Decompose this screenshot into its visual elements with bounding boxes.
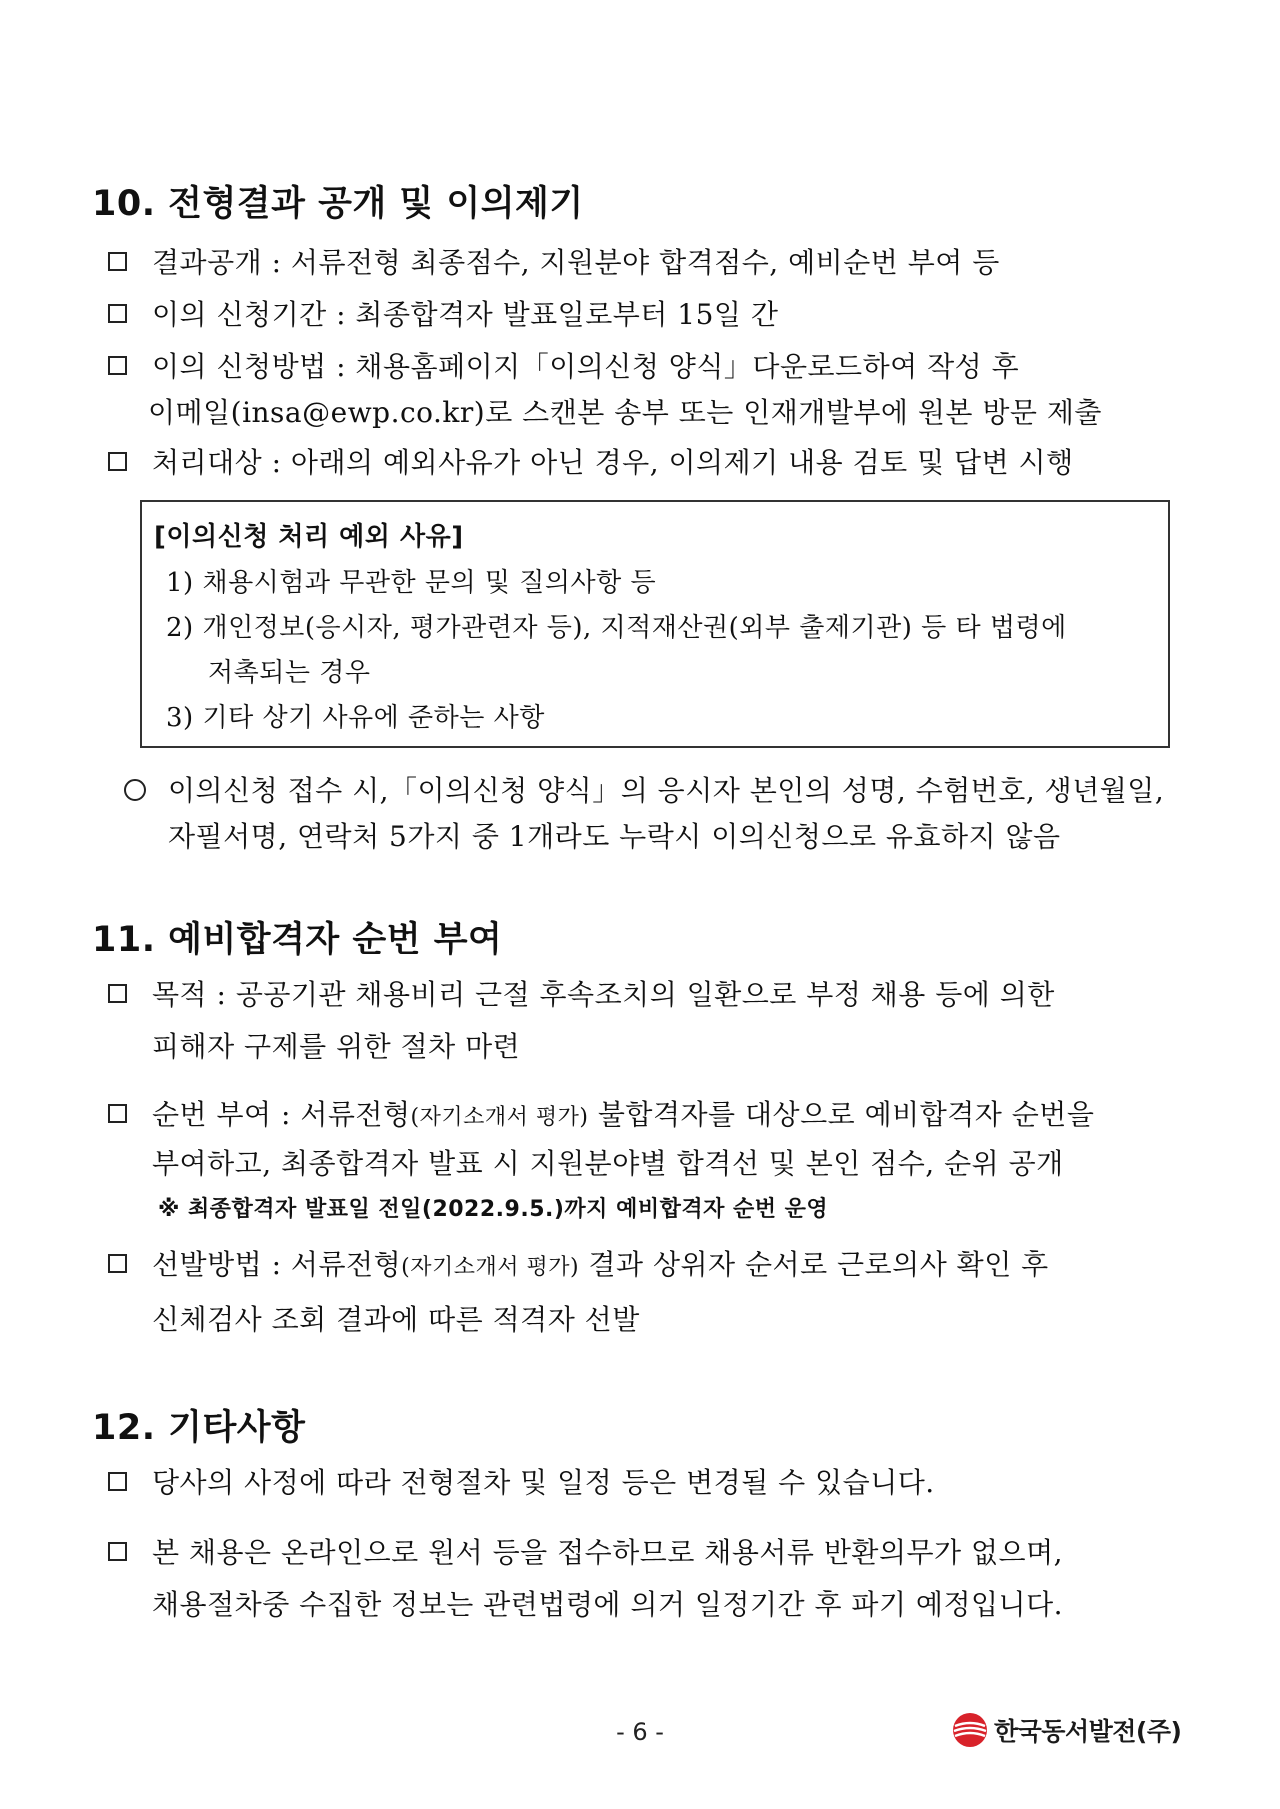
list-item-selection-method: 선발방법 : 서류전형(자기소개서 평가) 결과 상위자 순서로 근로의사 확인 후 신체검사 조회 결과에 따른 적격자 선발 (108, 1242, 1198, 1343)
list-item-order-assignment: 순번 부여 : 서류전형(자기소개서 평가) 불합격자를 대상으로 예비합격자 순번을 부여하고, 최종합격자 발표 시 지원분야별 합격선 및 본인 점수, 순위 공개 (108, 1092, 1198, 1187)
reserve-note: ※ 최종합격자 발표일 전일(2022.9.5.)까지 예비합격자 순번 운영 (158, 1197, 829, 1222)
section-10-title: 10. 전형결과 공개 및 이의제기 (92, 184, 584, 224)
checkbox-icon (108, 452, 127, 471)
section-12-title: 12. 기타사항 (92, 1408, 306, 1448)
list-item-document-return: 본 채용은 온라인으로 원서 등을 접수하므로 채용서류 반환의무가 없으며, 채용절차중 수집한 정보는 관련법령에 의거 일정기간 후 파기 예정입니다. (108, 1530, 1198, 1628)
checkbox-icon (108, 1542, 127, 1561)
list-item-objection-period: 이의 신청기간 : 최종합격자 발표일로부터 15일 간 (108, 292, 1198, 338)
section-11-title: 11. 예비합격자 순번 부여 (92, 920, 503, 960)
list-item-schedule-change: 당사의 사정에 따라 전형절차 및 일정 등은 변경될 수 있습니다. (108, 1460, 1198, 1506)
list-item-result-disclosure: 결과공개 : 서류전형 최종점수, 지원분야 합격점수, 예비순번 부여 등 (108, 240, 1198, 286)
checkbox-icon (108, 252, 127, 271)
company-name: 한국동서발전(주) (994, 1717, 1182, 1746)
page-number: - 6 - (616, 1718, 664, 1746)
checkbox-icon (108, 1104, 127, 1123)
exception-reasons-box (140, 500, 1170, 748)
checkbox-icon (108, 356, 127, 375)
list-item-objection-method: 이의 신청방법 : 채용홈페이지「이의신청 양식」다운로드하여 작성 후 이메일(insa@ewp.co.kr)로 스캔본 송부 또는 인재개발부에 원본 방문 제출 (108, 344, 1198, 436)
checkbox-icon (108, 1254, 127, 1273)
checkbox-icon (108, 984, 127, 1003)
exception-box-heading: [이의신청 처리 예외 사유] (154, 522, 464, 552)
ewp-logo-icon (950, 1710, 990, 1750)
objection-note: 이의신청 접수 시,「이의신청 양식」의 응시자 본인의 성명, 수험번호, 생년월일, 자필서명, 연락처 5가지 중 1개라도 누락시 이의신청으로 유효하지 않음 (124, 768, 1204, 860)
exception-line: 1) 채용시험과 무관한 문의 및 질의사항 등 (166, 568, 657, 598)
list-item-purpose: 목적 : 공공기관 채용비리 근절 후속조치의 일환으로 부정 채용 등에 의한 피해자 구제를 위한 절차 마련 (108, 972, 1198, 1070)
exception-line: 저촉되는 경우 (208, 658, 371, 688)
checkbox-icon (108, 304, 127, 323)
company-logo (950, 1708, 1181, 1752)
exception-line: 2) 개인정보(응시자, 평가관련자 등), 지적재산권(외부 출제기관) 등 타 법령에 (166, 613, 1067, 643)
exception-line: 3) 기타 상기 사유에 준하는 사항 (166, 703, 545, 733)
list-item-processing-target: 처리대상 : 아래의 예외사유가 아닌 경우, 이의제기 내용 검토 및 답변 시행 (108, 440, 1198, 486)
circle-bullet-icon (124, 779, 146, 801)
checkbox-icon (108, 1472, 127, 1491)
